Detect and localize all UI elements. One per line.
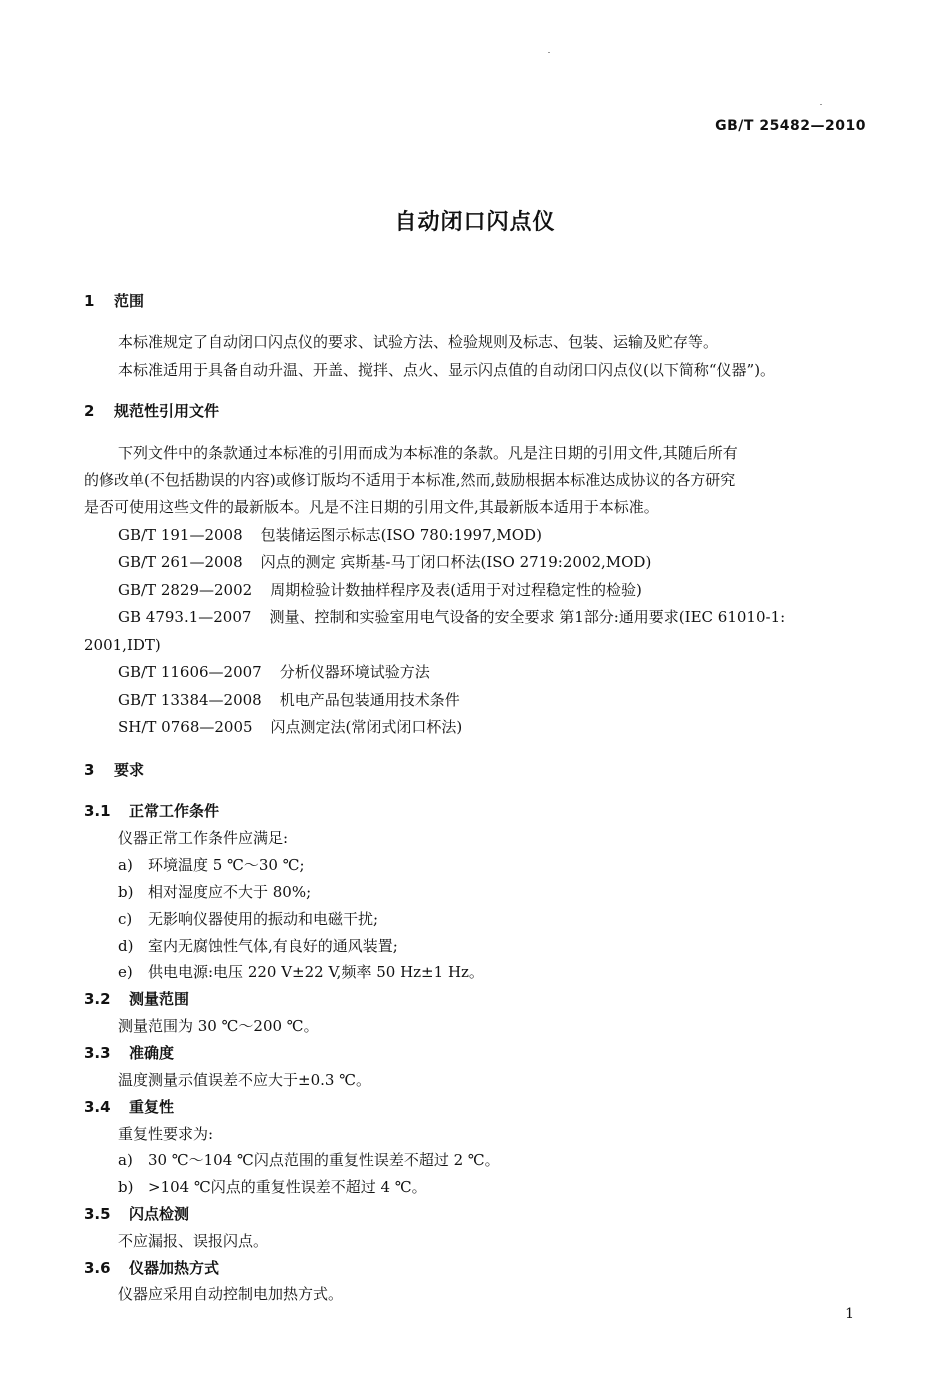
- reference-item: [118, 525, 542, 545]
- reference-code: GB/T 13384—2008: [118, 691, 262, 709]
- subsection-heading-3-5: [84, 1204, 189, 1224]
- subsection-title: 重复性: [129, 1098, 175, 1116]
- reference-title: 闪点的测定 宾斯基-马丁闭口杯法(ISO 2719:2002,MOD): [260, 553, 652, 571]
- subsection-number: 3.6: [84, 1259, 111, 1277]
- section-title: 范围: [114, 292, 145, 310]
- paragraph: 测量范围为 30 ℃～200 ℃。: [118, 1017, 319, 1035]
- list-label: b): [118, 883, 134, 901]
- list-label: d): [118, 937, 134, 955]
- paragraph: 仪器应采用自动控制电加热方式。: [118, 1285, 344, 1303]
- reference-code: GB 4793.1—2007: [118, 608, 252, 626]
- subsection-title: 闪点检测: [129, 1205, 190, 1223]
- reference-item: [118, 580, 642, 600]
- list-item: [118, 1177, 427, 1197]
- reference-title: 分析仪器环境试验方法: [279, 663, 430, 681]
- section-heading-2: [84, 401, 219, 421]
- list-label: a): [118, 1151, 133, 1169]
- reference-code: GB/T 11606—2007: [118, 663, 262, 681]
- reference-item: [118, 717, 462, 737]
- paragraph-line: 是否可使用这些文件的最新版本。凡是不注日期的引用文件,其最新版本适用于本标准。: [84, 498, 659, 516]
- list-item: [118, 1150, 500, 1170]
- section-number: 1: [84, 292, 95, 310]
- reference-title: 包装储运图示标志(ISO 780:1997,MOD): [260, 526, 542, 544]
- paragraph: 本标准适用于具备自动升温、开盖、搅拌、点火、显示闪点值的自动闭口闪点仪(以下简称“仪器”)。: [118, 361, 776, 379]
- list-label: e): [118, 963, 133, 981]
- subsection-number: 3.1: [84, 802, 111, 820]
- paragraph-line: 下列文件中的条款通过本标准的引用而成为本标准的条款。凡是注日期的引用文件,其随后所有: [118, 444, 738, 462]
- reference-item: [118, 662, 430, 682]
- list-text: >104 ℃闪点的重复性误差不超过 4 ℃。: [148, 1178, 427, 1196]
- standard-code: GB/T 25482—2010: [715, 118, 866, 134]
- subsection-number: 3.4: [84, 1098, 111, 1116]
- subsection-number: 3.3: [84, 1044, 111, 1062]
- reference-code: SH/T 0768—2005: [118, 718, 253, 736]
- list-item: [118, 909, 378, 929]
- reference-title: 闪点测定法(常闭式闭口杯法): [270, 718, 463, 736]
- reference-title: 周期检验计数抽样程序及表(适用于对过程稳定性的检验): [270, 581, 642, 599]
- section-title: 要求: [114, 761, 145, 779]
- paragraph: 温度测量示值误差不应大于±0.3 ℃。: [118, 1071, 371, 1089]
- page-number: 1: [845, 1306, 854, 1322]
- document-title: 自动闭口闪点仪: [394, 210, 556, 235]
- reference-title: 测量、控制和实验室用电气设备的安全要求 第1部分:通用要求(IEC 61010-1:: [269, 608, 786, 626]
- reference-code: GB/T 261—2008: [118, 553, 243, 571]
- subsection-number: 3.5: [84, 1205, 111, 1223]
- reference-item: [118, 690, 460, 710]
- list-text: 30 ℃～104 ℃闪点范围的重复性误差不超过 2 ℃。: [148, 1151, 500, 1169]
- list-label: b): [118, 1178, 134, 1196]
- paragraph: 重复性要求为:: [118, 1125, 214, 1143]
- list-label: a): [118, 856, 133, 874]
- list-item: [118, 936, 398, 956]
- subsection-heading-3-6: [84, 1258, 219, 1278]
- reference-code: GB/T 2829—2002: [118, 581, 253, 599]
- list-text: 供电电源:电压 220 V±22 V,频率 50 Hz±1 Hz。: [148, 963, 484, 981]
- subsection-heading-3-3: [84, 1043, 174, 1063]
- section-number: 2: [84, 402, 95, 420]
- list-item: [118, 962, 484, 982]
- subsection-title: 正常工作条件: [129, 802, 220, 820]
- paragraph: 本标准规定了自动闭口闪点仪的要求、试验方法、检验规则及标志、包装、运输及贮存等。: [118, 333, 719, 351]
- reference-code: GB/T 191—2008: [118, 526, 243, 544]
- subsection-title: 测量范围: [129, 990, 190, 1008]
- reference-item: [118, 552, 651, 572]
- list-item: [118, 855, 305, 875]
- subsection-title: 仪器加热方式: [129, 1259, 220, 1277]
- reference-title: 机电产品包装通用技术条件: [279, 691, 460, 709]
- list-label: c): [118, 910, 133, 928]
- subsection-title: 准确度: [129, 1044, 175, 1062]
- list-text: 室内无腐蚀性气体,有良好的通风装置;: [148, 937, 398, 955]
- list-text: 相对湿度应不大于 80%;: [148, 883, 312, 901]
- subsection-heading-3-4: [84, 1097, 174, 1117]
- section-number: 3: [84, 761, 95, 779]
- list-text: 环境温度 5 ℃～30 ℃;: [148, 856, 305, 874]
- paragraph-line: 的修改单(不包括勘误的内容)或修订版均不适用于本标准,然而,鼓励根据本标准达成协议的各方研究: [84, 471, 736, 489]
- subsection-heading-3-2: [84, 989, 189, 1009]
- reference-item: [118, 607, 785, 627]
- section-heading-1: [84, 291, 144, 311]
- paragraph: 不应漏报、误报闪点。: [118, 1232, 269, 1250]
- scan-speck: [820, 104, 822, 105]
- section-title: 规范性引用文件: [114, 402, 220, 420]
- subsection-heading-3-1: [84, 801, 219, 821]
- scan-speck: [548, 52, 550, 53]
- paragraph: 仪器正常工作条件应满足:: [118, 829, 289, 847]
- list-item: [118, 882, 311, 902]
- reference-continuation: 2001,IDT): [84, 636, 161, 654]
- section-heading-3: [84, 760, 144, 780]
- list-text: 无影响仪器使用的振动和电磁干扰;: [148, 910, 379, 928]
- subsection-number: 3.2: [84, 990, 111, 1008]
